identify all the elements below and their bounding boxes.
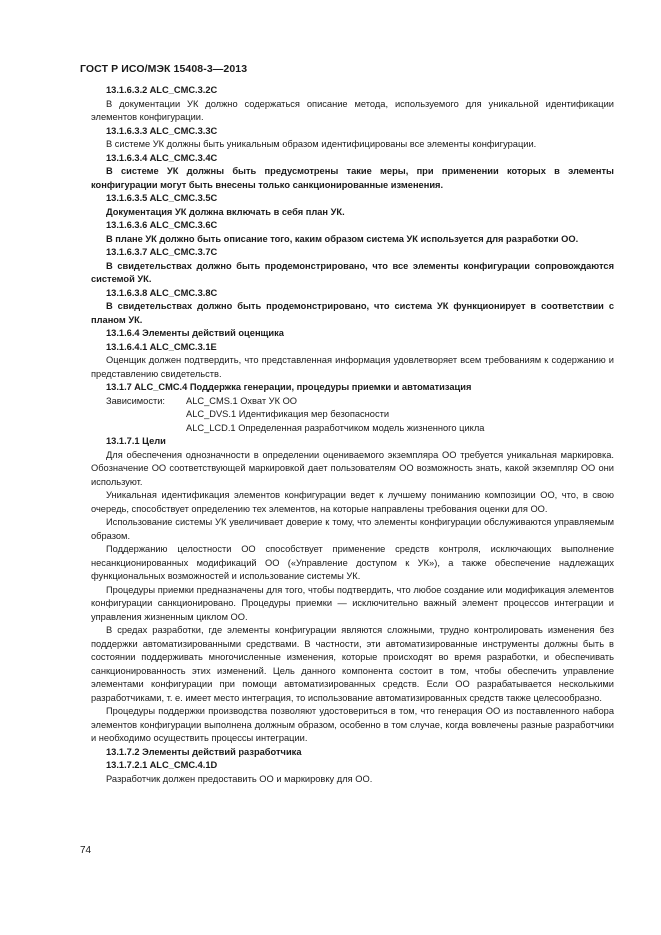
section-heading: 13.1.6.3.6 ALC_CMC.3.6C (106, 220, 218, 230)
paragraph: В свидетельствах должно быть продемонстрировано, что система УК функционирует в соответствии с планом УК. (91, 301, 614, 325)
paragraph: Документация УК должна включать в себя план УК. (106, 206, 345, 217)
paragraph: Уникальная идентификация элементов конфигурации ведет к лучшему пониманию композиции ОО, что, в свою очередь, способствует определению тех элементов, на которые направлены требования оценки для ОО. (91, 490, 614, 514)
paragraph: В системе УК должны быть предусмотрены такие меры, при применении которых в элементы конфигурации могут быть внесены только санкционированные изменения. (91, 166, 614, 190)
page-content (91, 84, 614, 786)
section-heading: 13.1.7.1 Цели (106, 436, 166, 446)
paragraph: В плане УК должно быть описание того, каким образом система УК используется для разработки ОО. (106, 233, 579, 244)
dependency-item: ALC_LCD.1 Определенная разработчиком модель жизненного цикла (186, 422, 485, 433)
paragraph: В свидетельствах должно быть продемонстрировано, что все элементы конфигурации сопровождаются системой УК. (91, 260, 614, 284)
page-number: 74 (80, 845, 92, 856)
paragraph: Разработчик должен предоставить ОО и маркировку для ОО. (106, 773, 373, 784)
section-heading: 13.1.6.3.4 ALC_CMC.3.4C (106, 152, 218, 163)
paragraph: Использование системы УК увеличивает доверие к тому, что элементы конфигурации обслуживаются управляемым образом. (91, 517, 614, 541)
dependencies-block (91, 395, 614, 436)
paragraph: В документации УК должно содержаться описание метода, используемого для уникальной идентификации элементов конфигурации. (91, 98, 614, 122)
section-alc-cmc-3 (91, 84, 614, 395)
dependency-item: ALC_DVS.1 Идентификация мер безопасности (186, 409, 390, 419)
section-heading: 13.1.6.4 Элементы действий оценщика (106, 328, 284, 338)
paragraph: В средах разработки, где элементы конфигурации являются сложными, трудно контролировать изменения без поддержки автоматизированными средствами. В частности, эти автоматизированные инструменты должны быть в состоянии поддерживать многочисленные изменения, которые происходят во время разработки, и обеспечивать санкционированность этих изменений. Цель данного компонента состоит в том, чтобы обеспечить управление элементами конфигурации при помощи автоматизированных средств. Если ОО разрабатывается несколькими разработчиками, т. е. имеет место интеграция, то использование автоматизированных средств также целесообразно. (91, 625, 614, 703)
section-heading: 13.1.6.3.3 ALC_CMC.3.3C (106, 125, 218, 136)
document-header: ГОСТ Р ИСО/МЭК 15408-3—2013 (80, 63, 248, 75)
section-heading: 13.1.7 ALC_CMC.4 Поддержка генерации, процедуры приемки и автоматизация (106, 382, 472, 392)
dependency-item: ALC_CMS.1 Охват УК ОО (186, 395, 298, 406)
paragraph: Поддержанию целостности ОО способствует применение средств контроля, исключающих выполнение несанкционированных модификаций ОО («Управление доступом к УК»), а также обеспечение надлежащих функциональных возможностей и использование системы УК. (91, 544, 614, 581)
paragraph: Для обеспечения однозначности в определении оцениваемого экземпляра ОО требуется уникальная маркировка. Обозначение ОО соответствующей маркировкой дает пользователям ОО возможность знать, какой экземпляр ОО они используют. (91, 449, 614, 487)
section-alc-cmc-4 (91, 435, 614, 786)
dependencies-label: Зависимости: (106, 395, 166, 406)
paragraph: Процедуры приемки предназначены для того, чтобы подтвердить, что любое создание или модификация элементов конфигурации санкционировано. Процедуры приемки — исключительно важный элемент процессов интеграции и управления жизненным циклом ОО. (91, 584, 614, 622)
paragraph: В системе УК должны быть уникальным образом идентифицированы все элементы конфигурации. (106, 139, 537, 149)
section-heading: 13.1.6.3.7 ALC_CMC.3.7C (106, 247, 218, 257)
paragraph: Процедуры поддержки производства позволяют удостовериться в том, что генерация ОО из поставленного набора элементов конфигурации выполнена должным образом, особенно в том случае, когда вовлечены разные разработчики и необходимо осуществить процессы интеграции. (91, 706, 614, 743)
section-heading: 13.1.7.2 Элементы действий разработчика (106, 746, 302, 757)
section-heading: 13.1.6.4.1 ALC_CMC.3.1E (106, 341, 217, 352)
section-heading: 13.1.6.3.2 ALC_CMC.3.2C (106, 85, 218, 95)
section-heading: 13.1.6.3.5 ALC_CMC.3.5C (106, 193, 218, 203)
section-heading: 13.1.6.3.8 ALC_CMC.3.8C (106, 287, 218, 298)
paragraph: Оценщик должен подтвердить, что представленная информация удовлетворяет всем требованиям к содержанию и представлению свидетельств. (91, 355, 614, 379)
section-heading: 13.1.7.2.1 ALC_CMC.4.1D (106, 760, 218, 770)
